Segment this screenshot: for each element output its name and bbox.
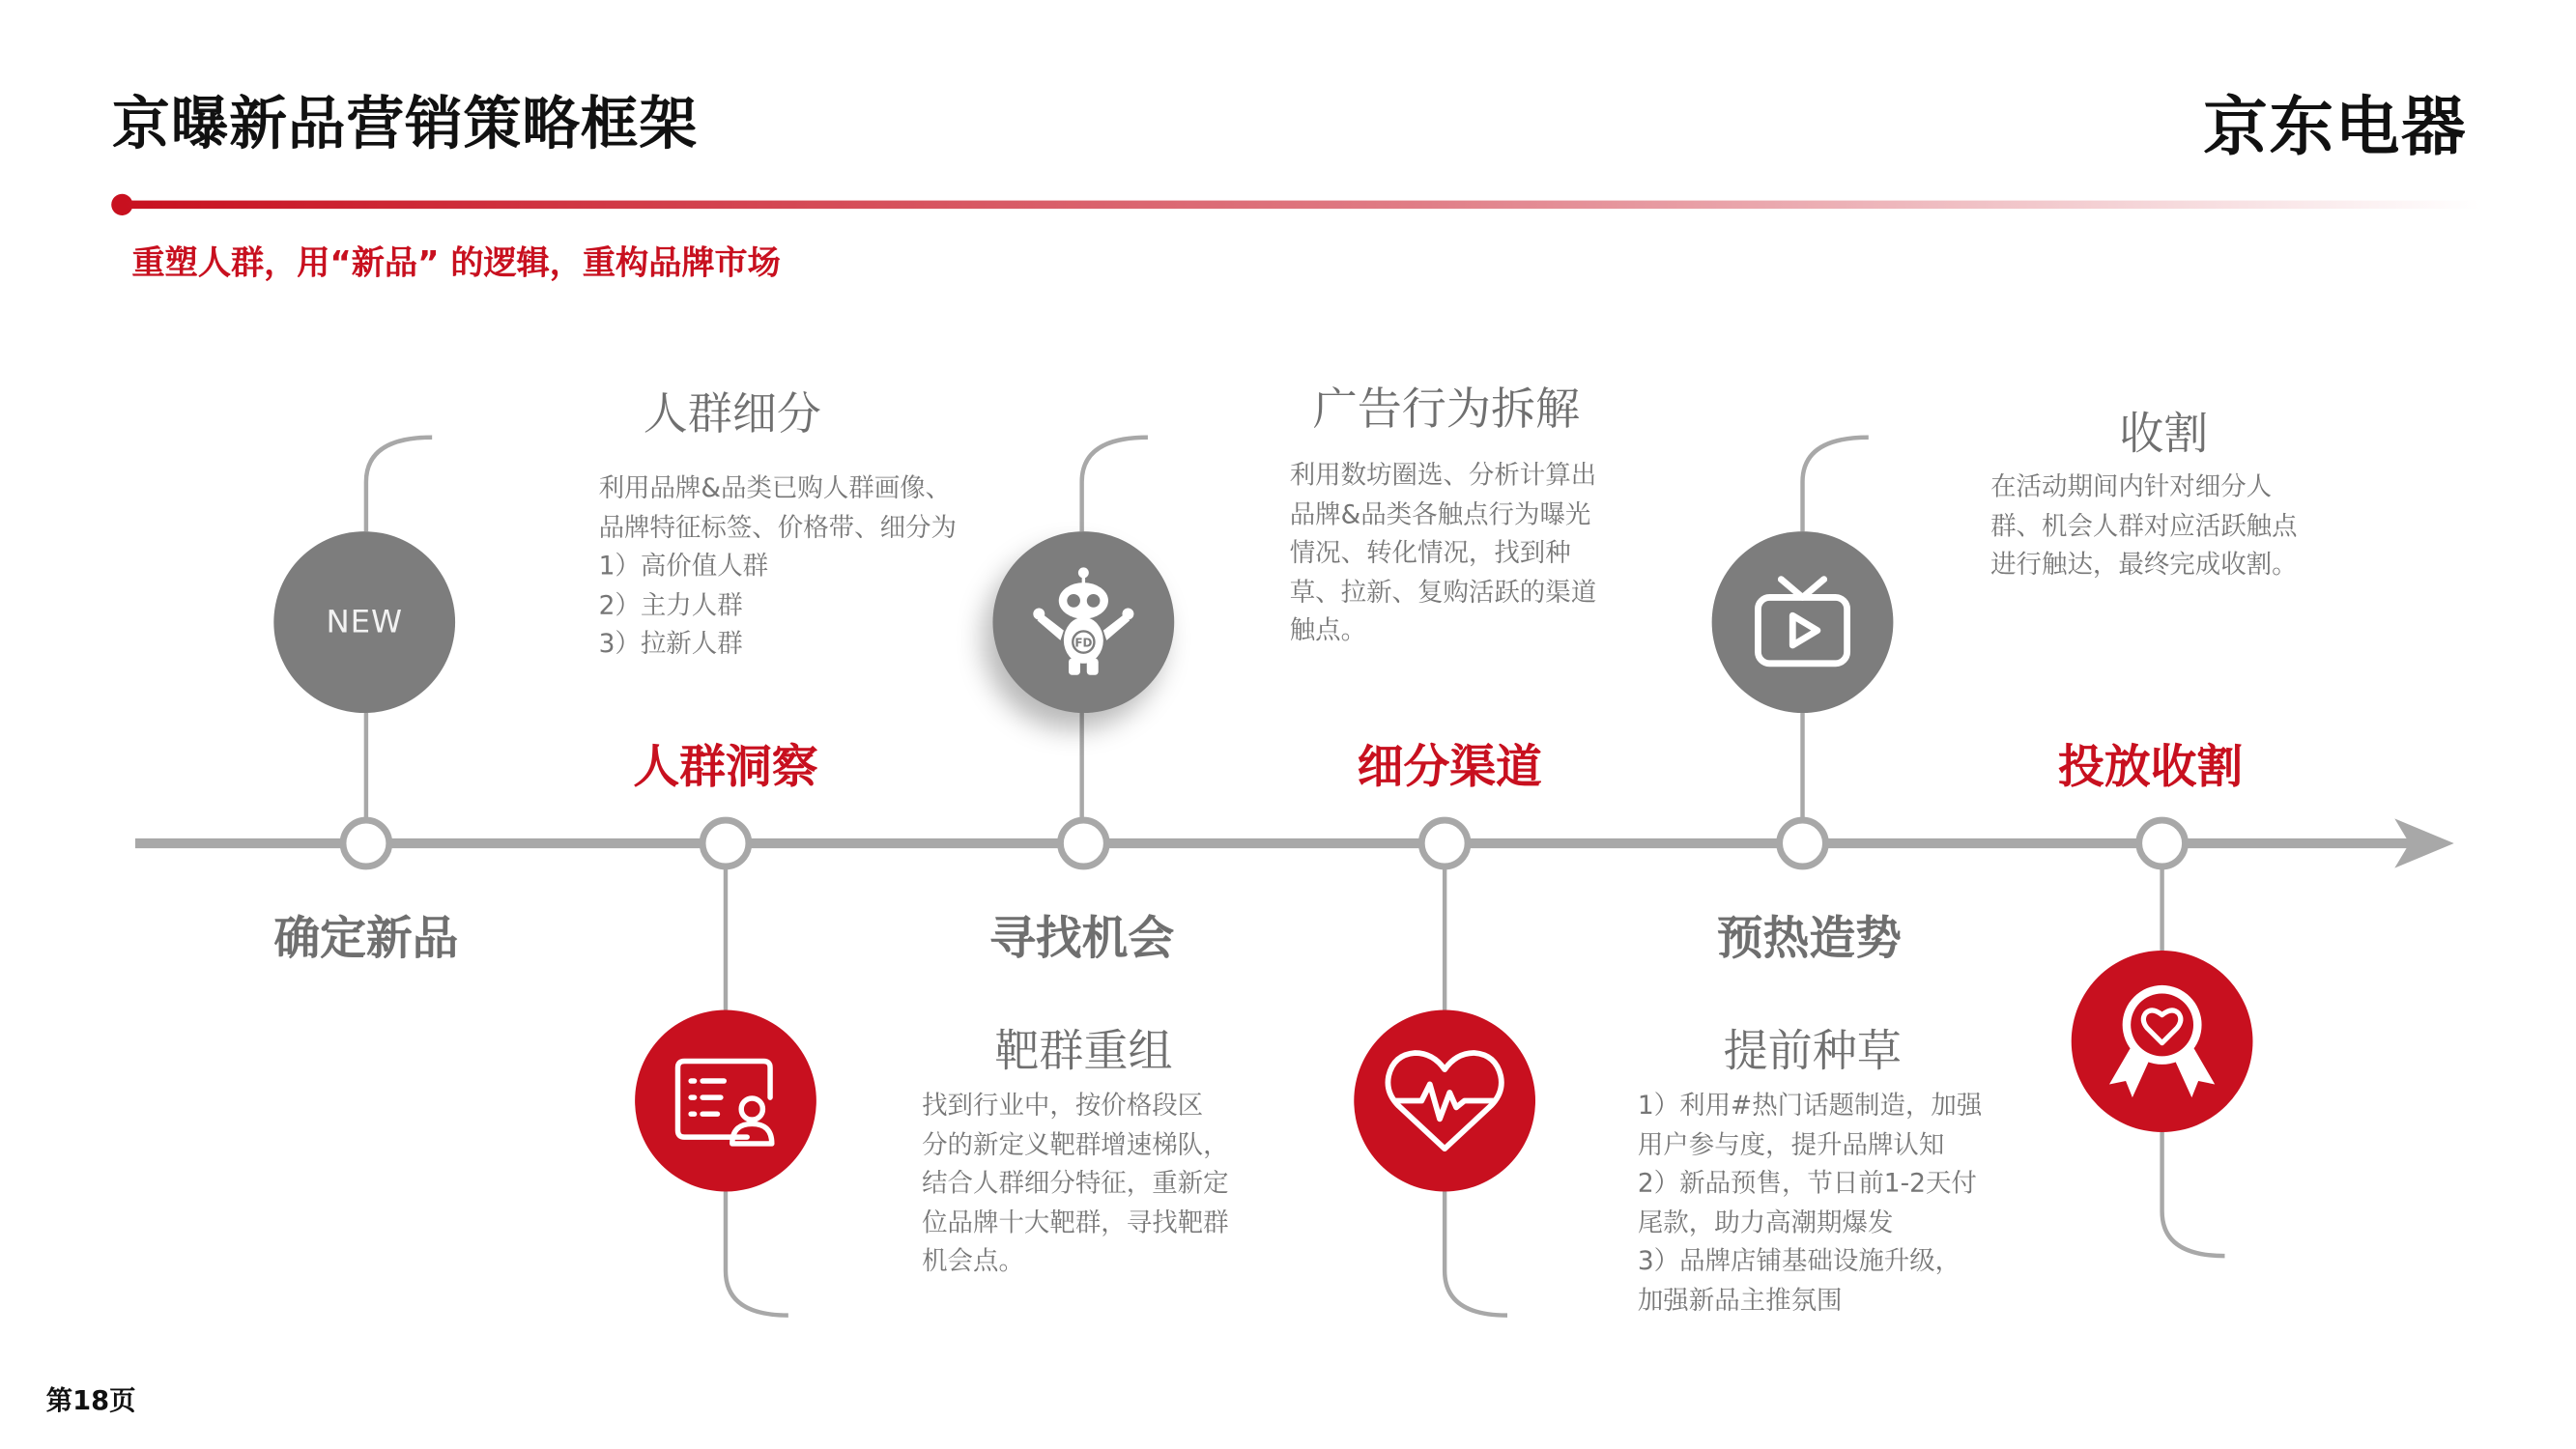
timeline-node xyxy=(1421,820,1468,867)
ad-behavior-text: 利用数坊圈选、分析计算出 品牌&品类各触点行为曝光 情况、转化情况，找到种 草、拉新、复购活跃的渠道 触点。 xyxy=(1289,460,1597,646)
header-divider xyxy=(111,194,2480,215)
new-badge-icon xyxy=(273,531,455,713)
ad-behavior-title: 广告行为拆解 xyxy=(1312,384,1581,437)
stage-label-channel-segment: 细分渠道 xyxy=(1357,739,1542,794)
target-regroup-title: 靶群重组 xyxy=(994,1026,1173,1078)
brand-logo-text: 京东电器 xyxy=(2203,90,2468,165)
timeline-node xyxy=(343,820,389,867)
seeding-title: 提前种草 xyxy=(1723,1026,1902,1078)
timeline-axis xyxy=(135,818,2454,867)
crowd-segment-text: 利用品牌&品类已购人群画像、 品牌特征标签、价格带、细分为 1）高价值人群 2）主力人群 3）拉新人群 xyxy=(598,473,957,660)
robot-mascot-icon xyxy=(992,531,1174,713)
harvest-title: 收割 xyxy=(2119,409,2209,461)
page-number: 第18页 xyxy=(45,1384,136,1416)
page-subtitle: 重塑人群，用“新品” 的逻辑，重构品牌市场 xyxy=(131,242,781,283)
stage-label-crowd-insight: 人群洞察 xyxy=(633,739,818,794)
id-card-icon xyxy=(635,1010,816,1192)
timeline-node xyxy=(702,820,749,867)
tv-play-icon xyxy=(1712,531,1894,713)
timeline-node xyxy=(1780,820,1826,867)
harvest-text: 在活动期间内针对细分人 群、机会人群对应活跃触点 进行触达，最终完成收割。 xyxy=(1990,471,2298,580)
timeline-node xyxy=(1060,820,1106,867)
heart-pulse-icon xyxy=(1354,1010,1535,1192)
stage-label-find-opportunity: 寻找机会 xyxy=(989,911,1175,966)
stage-label-harvest: 投放收割 xyxy=(2058,739,2244,794)
timeline-node xyxy=(2139,820,2186,867)
seeding-text: 1）利用#热门话题制造，加强 用户参与度，提升品牌认知 2）新品预售，节日前1-2天付 尾款，助力高潮期爆发 3）品牌店铺基础设施升级， 加强新品主推氛围 xyxy=(1637,1091,1983,1316)
page-title: 京曝新品营销策略框架 xyxy=(112,92,698,159)
stage-label-warmup: 预热造势 xyxy=(1716,911,1902,966)
new-badge-text: NEW xyxy=(326,604,403,640)
target-regroup-text: 找到行业中，按价格段区 分的新定义靶群增速梯队， 结合人群细分特征，重新定 位品牌十大靶群，寻找靶群 机会点。 xyxy=(922,1091,1229,1277)
heart-ribbon-icon xyxy=(2072,951,2253,1132)
crowd-segment-title: 人群细分 xyxy=(643,389,821,441)
mascot-label: FD xyxy=(1074,636,1093,650)
stage-label-confirm-product: 确定新品 xyxy=(273,911,459,966)
